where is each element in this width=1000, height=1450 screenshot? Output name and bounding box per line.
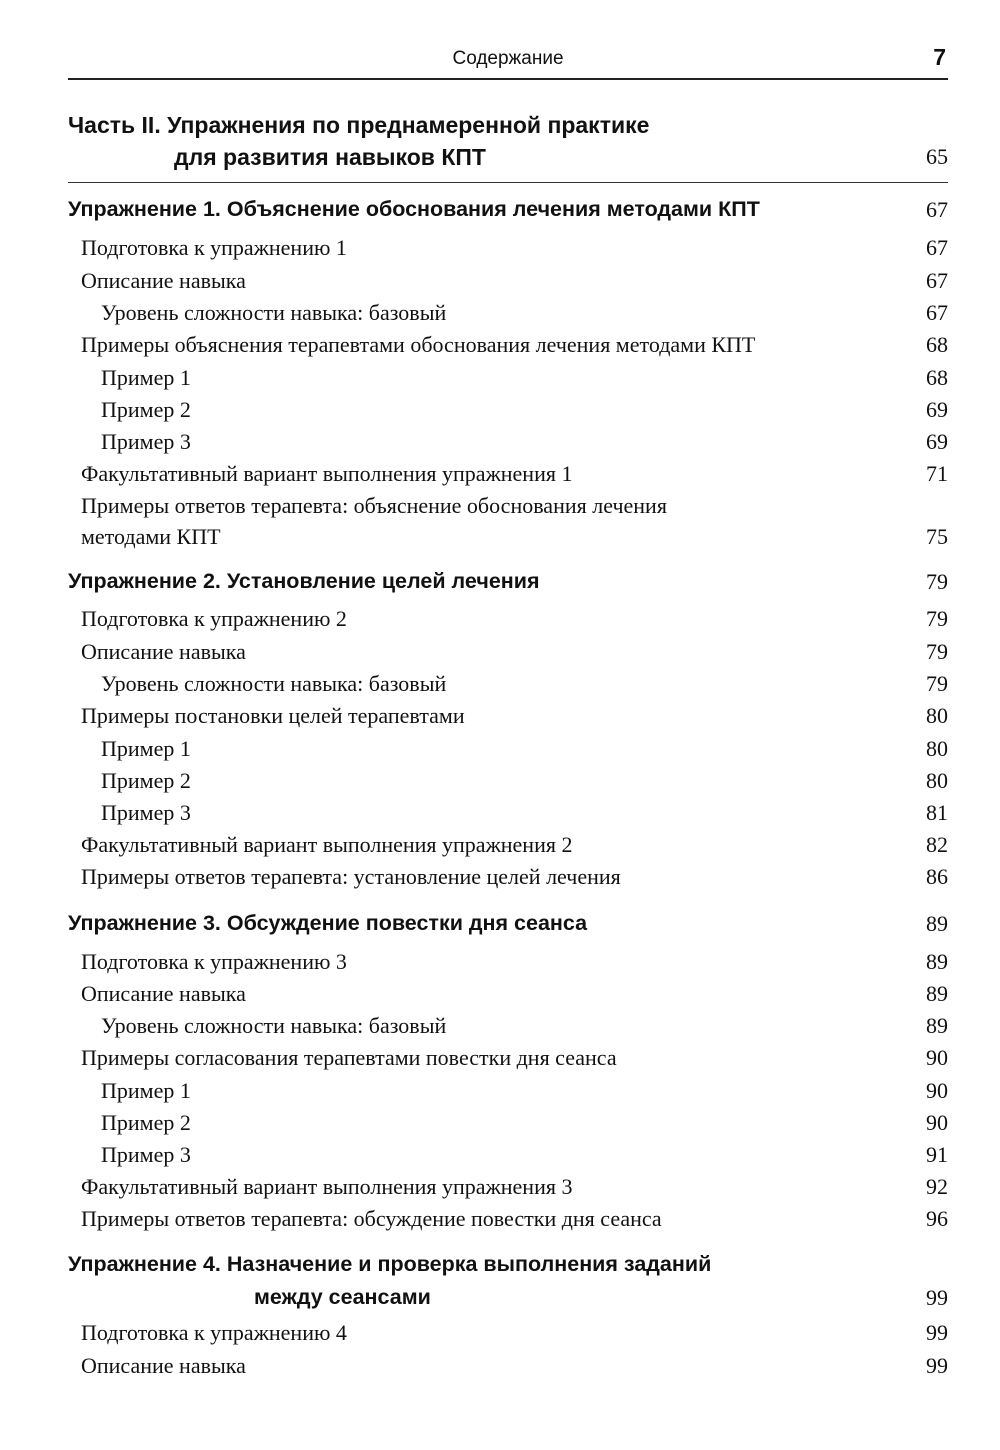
toc-label: Пример 1 — [101, 736, 191, 761]
exercise-4-heading[interactable] — [68, 1252, 948, 1318]
toc-page: 69 — [926, 397, 948, 422]
toc-page: 99 — [926, 1353, 948, 1378]
exercise-title-line2: между сеансами — [254, 1285, 431, 1309]
toc-entry[interactable] — [68, 671, 948, 703]
toc-label: Подготовка к упражнению 1 — [81, 235, 347, 260]
toc-page: 89 — [926, 1013, 948, 1038]
toc-label: Факультативный вариант выполнения упражнения 3 — [81, 1174, 573, 1199]
toc-page: 90 — [926, 1110, 948, 1135]
toc-page: 79 — [926, 639, 948, 664]
toc-label: Факультативный вариант выполнения упражнения 1 — [81, 461, 573, 486]
toc-entry[interactable] — [68, 397, 948, 429]
toc-page: 81 — [926, 800, 948, 825]
toc-label: Описание навыка — [81, 1353, 246, 1378]
toc-label-line1: Примеры ответов терапевта: объяснение обоснования лечения — [81, 493, 667, 518]
toc-entry[interactable] — [68, 493, 948, 557]
toc-page: 90 — [926, 1045, 948, 1070]
toc-page: 67 — [926, 197, 948, 222]
toc-label: Уровень сложности навыка: базовый — [101, 1013, 447, 1038]
toc-label: Примеры постановки целей терапевтами — [81, 703, 465, 728]
toc-label: Примеры согласования терапевтами повестки дня сеанса — [81, 1045, 617, 1070]
toc-page: 80 — [926, 768, 948, 793]
toc-label: Пример 2 — [101, 397, 191, 422]
exercise-3-heading[interactable] — [68, 911, 948, 943]
toc-entry[interactable] — [68, 235, 948, 267]
toc-page: 89 — [926, 981, 948, 1006]
toc-entry[interactable] — [68, 768, 948, 800]
toc-label: Описание навыка — [81, 268, 246, 293]
toc-label: Подготовка к упражнению 2 — [81, 606, 347, 631]
toc-entry[interactable] — [68, 1320, 948, 1352]
toc-label: Подготовка к упражнению 4 — [81, 1320, 347, 1345]
toc-label: Пример 1 — [101, 1078, 191, 1103]
toc-entry[interactable] — [68, 1045, 948, 1077]
part-heading[interactable] — [68, 108, 948, 183]
toc-entry[interactable] — [68, 703, 948, 735]
toc-label: Описание навыка — [81, 981, 246, 1006]
toc-label: Примеры ответов терапевта: обсуждение повестки дня сеанса — [81, 1206, 662, 1231]
toc-label: Пример 3 — [101, 429, 191, 454]
toc-entry[interactable] — [68, 1206, 948, 1238]
part-title-line2: для развития навыков КПТ — [174, 144, 486, 170]
toc-page: 91 — [926, 1142, 948, 1167]
toc-page: 68 — [926, 365, 948, 390]
toc-page: 80 — [926, 736, 948, 761]
toc-page: 90 — [926, 1078, 948, 1103]
page-number: 7 — [933, 44, 946, 70]
toc-label: Подготовка к упражнению 3 — [81, 949, 347, 974]
exercise-title: Упражнение 1. Объяснение обоснования лечения методами КПТ — [68, 197, 760, 221]
toc-page: 86 — [926, 864, 948, 889]
toc-page: 71 — [926, 461, 948, 486]
toc-label-line2: методами КПТ — [81, 524, 221, 549]
toc-entry[interactable] — [68, 429, 948, 461]
toc-page: 67 — [926, 268, 948, 293]
toc-label: Примеры ответов терапевта: установление целей лечения — [81, 864, 621, 889]
toc-label: Уровень сложности навыка: базовый — [101, 300, 447, 325]
toc-entry[interactable] — [68, 736, 948, 768]
toc-page: 82 — [926, 832, 948, 857]
toc-label: Факультативный вариант выполнения упражнения 2 — [81, 832, 573, 857]
toc-entry[interactable] — [68, 864, 948, 896]
toc-entry[interactable] — [68, 1013, 948, 1045]
toc-entry[interactable] — [68, 1174, 948, 1206]
toc-entry[interactable] — [68, 949, 948, 981]
part-page-number: 65 — [926, 144, 948, 169]
toc-entry[interactable] — [68, 300, 948, 332]
toc-page: 79 — [926, 671, 948, 696]
exercise-2-heading[interactable] — [68, 569, 948, 601]
toc-entry[interactable] — [68, 981, 948, 1013]
toc-page: 89 — [926, 911, 948, 936]
toc-entry[interactable] — [68, 1078, 948, 1110]
toc-label: Пример 3 — [101, 800, 191, 825]
toc-page: 89 — [926, 949, 948, 974]
toc-page: 99 — [926, 1285, 948, 1310]
toc-entry[interactable] — [68, 832, 948, 864]
toc-entry[interactable] — [68, 606, 948, 638]
page-header — [68, 46, 948, 80]
toc-label: Пример 2 — [101, 1110, 191, 1135]
toc-entry[interactable] — [68, 268, 948, 300]
toc-page: 79 — [926, 569, 948, 594]
toc-page: 96 — [926, 1206, 948, 1231]
toc-label: Уровень сложности навыка: базовый — [101, 671, 447, 696]
toc-page: 69 — [926, 429, 948, 454]
toc-label: Примеры объяснения терапевтами обоснования лечения методами КПТ — [81, 332, 756, 357]
toc-page: 80 — [926, 703, 948, 728]
toc-page: 99 — [926, 1320, 948, 1345]
toc-entry[interactable] — [68, 461, 948, 493]
exercise-title: Упражнение 2. Установление целей лечения — [68, 569, 540, 593]
part-title-line1: Часть II. Упражнения по преднамеренной практике — [68, 112, 650, 138]
toc-label: Пример 2 — [101, 768, 191, 793]
toc-label: Пример 1 — [101, 365, 191, 390]
toc-page: 92 — [926, 1174, 948, 1199]
toc-entry[interactable] — [68, 332, 948, 364]
toc-label: Описание навыка — [81, 639, 246, 664]
toc-page: 67 — [926, 300, 948, 325]
exercise-1-heading[interactable] — [68, 197, 948, 229]
exercise-title-line1: Упражнение 4. Назначение и проверка выполнения заданий — [68, 1252, 712, 1276]
toc-page: 79 — [926, 606, 948, 631]
toc-page: 67 — [926, 235, 948, 260]
toc-entry[interactable] — [68, 800, 948, 832]
toc-entry[interactable] — [68, 639, 948, 671]
toc-entry[interactable] — [68, 1353, 948, 1385]
toc-page: 68 — [926, 332, 948, 357]
toc-page: 75 — [926, 524, 948, 549]
toc-label: Пример 3 — [101, 1142, 191, 1167]
toc-entry[interactable] — [68, 1110, 948, 1142]
toc-entry[interactable] — [68, 1142, 948, 1174]
toc-entry[interactable] — [68, 365, 948, 397]
running-title: Содержание — [452, 48, 564, 69]
exercise-title: Упражнение 3. Обсуждение повестки дня сеанса — [68, 911, 588, 935]
